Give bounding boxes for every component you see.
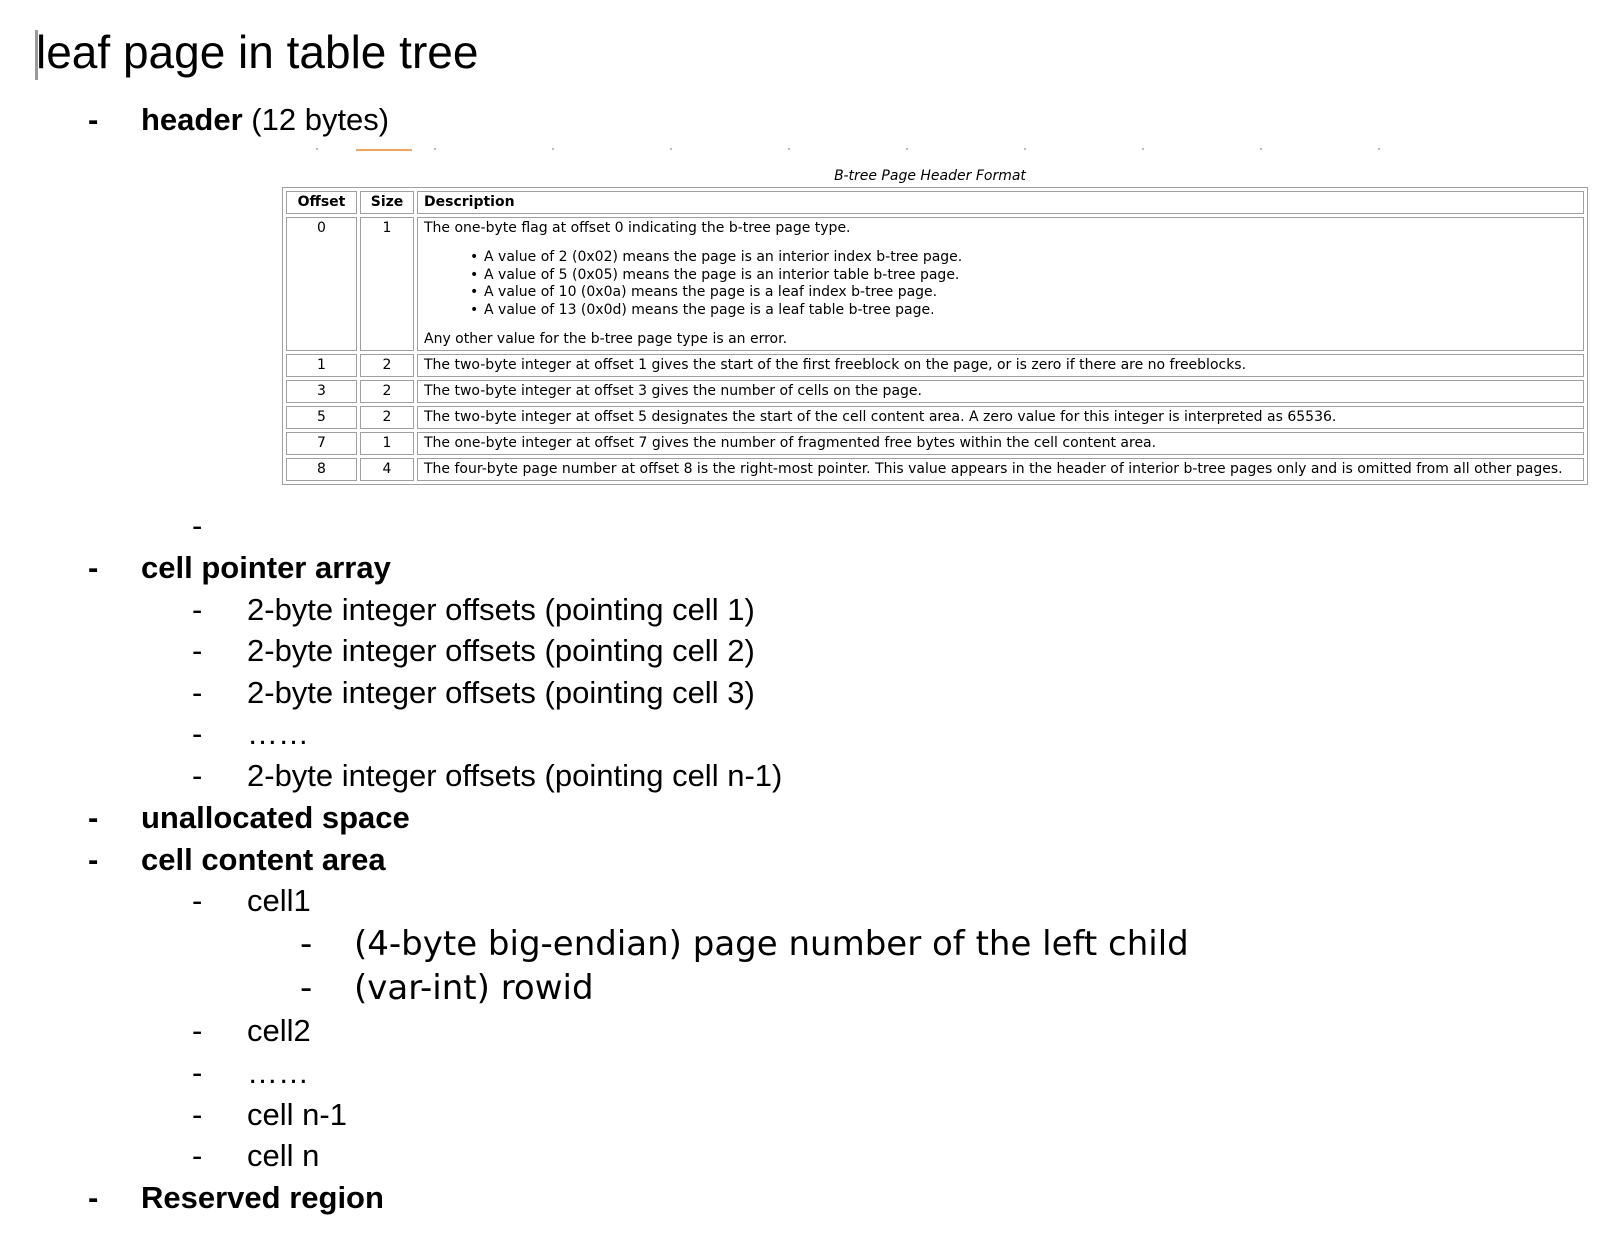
cell-size: 1 bbox=[360, 217, 414, 351]
cell-size: 2 bbox=[360, 406, 414, 429]
list-item: • A value of 5 (0x05) means the page is an interior table b-tree page. bbox=[484, 267, 1577, 285]
description-intro: The one-byte flag at offset 0 indicating the b-tree page type. bbox=[424, 220, 851, 236]
cell-content-area-label: cell content area bbox=[141, 842, 386, 877]
cell-description: The one-byte integer at offset 7 gives the number of fragmented free bytes within the cell content area. bbox=[417, 432, 1584, 455]
pointer-item-text: 2-byte integer offsets (pointing cell 2) bbox=[247, 633, 755, 668]
cell-size: 4 bbox=[360, 458, 414, 481]
cell-description: The two-byte integer at offset 5 designates the start of the cell content area. A zero value for this integer is interpreted as 65536. bbox=[417, 406, 1584, 429]
bullet-dash: - bbox=[88, 550, 99, 585]
table-row bbox=[286, 406, 1584, 429]
bullet-dash: - bbox=[88, 842, 99, 877]
table-row bbox=[286, 217, 1584, 351]
bullet-dash: - bbox=[192, 675, 203, 710]
cell-item-text: …… bbox=[247, 1055, 309, 1090]
cell-offset: 0 bbox=[286, 217, 357, 351]
cell-item-text: cell2 bbox=[247, 1013, 311, 1048]
bullet-dash: - bbox=[300, 968, 313, 1008]
list-item: • A value of 10 (0x0a) means the page is a leaf index b-tree page. bbox=[484, 284, 1577, 302]
bullet-dash: - bbox=[192, 883, 203, 918]
bullet-dash: - bbox=[300, 924, 313, 964]
pointer-item-text: …… bbox=[247, 716, 309, 751]
table-row bbox=[286, 380, 1584, 403]
header-detail: (12 bytes) bbox=[242, 102, 390, 137]
bullet-dash: - bbox=[192, 1055, 203, 1090]
cell-description: The four-byte page number at offset 8 is the right-most pointer. This value appears in the header of interior b-tree pages only and is omitted from all other pages. bbox=[417, 458, 1584, 481]
cell-description: The two-byte integer at offset 1 gives the start of the first freeblock on the page, or is zero if there are no freeblocks. bbox=[417, 354, 1584, 377]
bullet-dash: - bbox=[192, 716, 203, 751]
cell-offset: 7 bbox=[286, 432, 357, 455]
table-row bbox=[286, 458, 1584, 481]
bullet-dash: - bbox=[88, 1180, 99, 1215]
bullet-dash: - bbox=[192, 592, 203, 627]
bullet-dash: - bbox=[192, 1097, 203, 1132]
cropped-edge bbox=[258, 147, 1448, 151]
pointer-item-text: 2-byte integer offsets (pointing cell 1) bbox=[247, 592, 755, 627]
cell-item-text: cell n bbox=[247, 1138, 320, 1173]
table-header-row bbox=[286, 191, 1584, 214]
page-title: leaf page in table tree bbox=[36, 26, 479, 78]
cell-size: 1 bbox=[360, 432, 414, 455]
cell-item-text: cell1 bbox=[247, 883, 311, 918]
pointer-item-text: 2-byte integer offsets (pointing cell n-1) bbox=[247, 758, 783, 793]
cell-offset: 1 bbox=[286, 354, 357, 377]
cell-size: 2 bbox=[360, 354, 414, 377]
cell-description bbox=[417, 217, 1584, 351]
description-outro: Any other value for the b-tree page type is an error. bbox=[424, 331, 788, 347]
table-row bbox=[286, 432, 1584, 455]
column-header-offset: Offset bbox=[286, 191, 357, 214]
bullet-dash: - bbox=[192, 1013, 203, 1048]
cell-description: The two-byte integer at offset 3 gives the number of cells on the page. bbox=[417, 380, 1584, 403]
btree-header-table bbox=[282, 187, 1588, 485]
table-caption: B-tree Page Header Format bbox=[834, 168, 1026, 184]
cell-offset: 3 bbox=[286, 380, 357, 403]
cell-detail-text: (4-byte big-endian) page number of the left child bbox=[354, 924, 1189, 964]
bullet-dash: - bbox=[88, 800, 99, 835]
cell-detail-text: (var-int) rowid bbox=[354, 968, 594, 1008]
cell-offset: 5 bbox=[286, 406, 357, 429]
cropped-highlight bbox=[356, 149, 412, 151]
table-row bbox=[286, 354, 1584, 377]
bullet-dash: - bbox=[192, 758, 203, 793]
list-item: • A value of 2 (0x02) means the page is an interior index b-tree page. bbox=[484, 249, 1577, 267]
cell-size: 2 bbox=[360, 380, 414, 403]
header-label: header bbox=[141, 102, 243, 137]
cell-pointer-array-label: cell pointer array bbox=[141, 550, 391, 585]
cell-item-text: cell n-1 bbox=[247, 1097, 347, 1132]
reserved-region-label: Reserved region bbox=[141, 1180, 384, 1215]
pointer-item-text: 2-byte integer offsets (pointing cell 3) bbox=[247, 675, 755, 710]
bullet-dash: - bbox=[192, 1138, 203, 1173]
column-header-size: Size bbox=[360, 191, 414, 214]
page-type-list bbox=[484, 249, 1577, 319]
bullet-dash: - bbox=[192, 633, 203, 668]
bullet-dash: - bbox=[192, 508, 203, 543]
unallocated-space-label: unallocated space bbox=[141, 800, 410, 835]
cell-offset: 8 bbox=[286, 458, 357, 481]
bullet-dash: - bbox=[88, 102, 99, 137]
column-header-description: Description bbox=[417, 191, 1584, 214]
list-item: • A value of 13 (0x0d) means the page is a leaf table b-tree page. bbox=[484, 302, 1577, 320]
